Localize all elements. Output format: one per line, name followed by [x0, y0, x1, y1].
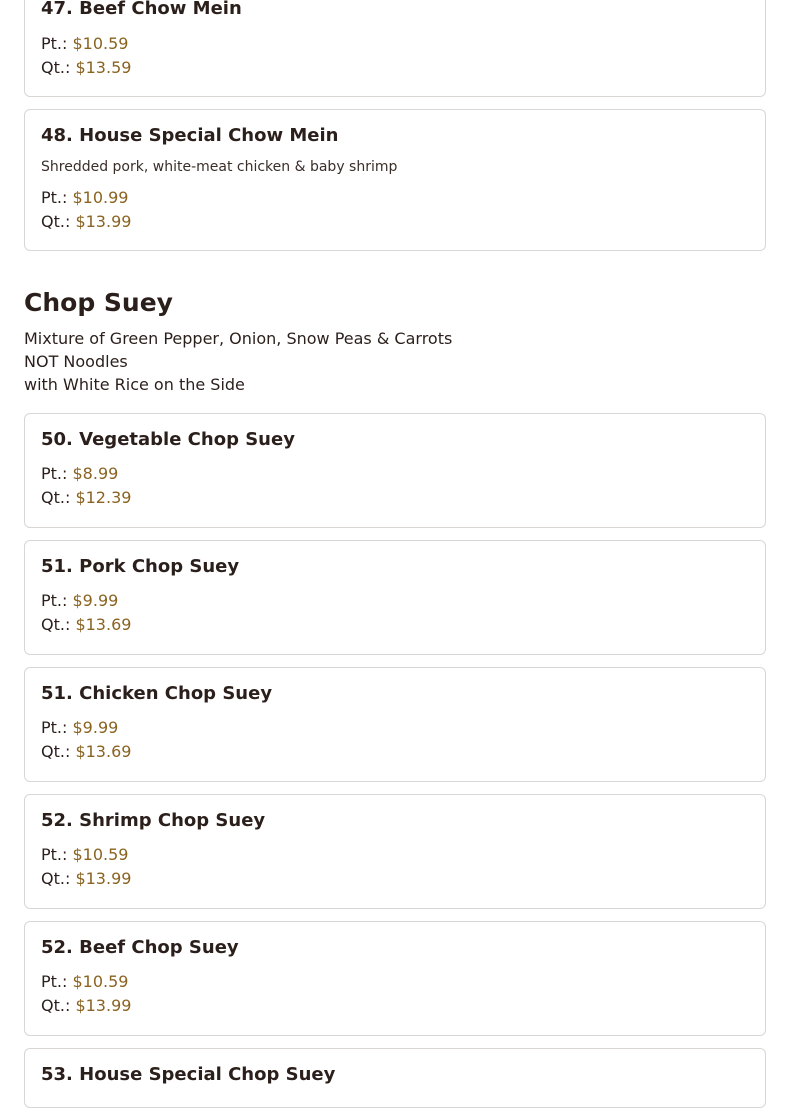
section-title: Chop Suey — [24, 288, 173, 317]
price-value: $8.99 — [72, 464, 119, 483]
price-label: Pt.: — [41, 972, 68, 991]
price-pint — [41, 718, 118, 737]
menu-item-title: 51. Pork Chop Suey — [41, 556, 240, 577]
price-pint — [41, 34, 128, 53]
price-value: $10.59 — [72, 845, 129, 864]
price-value: $13.99 — [75, 212, 132, 231]
price-quart — [41, 488, 131, 507]
price-label: Pt.: — [41, 188, 68, 207]
price-label: Qt.: — [41, 488, 71, 507]
price-label: Qt.: — [41, 212, 71, 231]
menu-item-title: 50. Vegetable Chop Suey — [41, 429, 295, 450]
price-label: Qt.: — [41, 615, 71, 634]
price-value: $10.99 — [72, 188, 129, 207]
menu-item-title: 47. Beef Chow Mein — [41, 0, 242, 19]
price-pint — [41, 972, 128, 991]
price-quart — [41, 615, 131, 634]
menu-item-title: 53. House Special Chop Suey — [41, 1064, 336, 1085]
menu-item-card[interactable] — [24, 921, 766, 1036]
price-label: Qt.: — [41, 869, 71, 888]
price-label: Pt.: — [41, 464, 68, 483]
menu-item-title: 48. House Special Chow Mein — [41, 125, 339, 146]
price-value: $13.69 — [75, 742, 132, 761]
price-label: Pt.: — [41, 591, 68, 610]
price-label: Qt.: — [41, 996, 71, 1015]
price-quart — [41, 996, 131, 1015]
price-label: Pt.: — [41, 34, 68, 53]
price-value: $13.99 — [75, 869, 132, 888]
menu-item-card[interactable] — [24, 0, 766, 97]
price-label: Qt.: — [41, 742, 71, 761]
price-pint — [41, 464, 118, 483]
price-value: $10.59 — [72, 34, 129, 53]
menu-item-card[interactable] — [24, 413, 766, 528]
price-quart — [41, 742, 131, 761]
price-value: $13.59 — [75, 58, 132, 77]
menu-item-title: 52. Beef Chop Suey — [41, 937, 239, 958]
price-value: $13.69 — [75, 615, 132, 634]
price-label: Pt.: — [41, 718, 68, 737]
menu-item-description: Shredded pork, white-meat chicken & baby shrimp — [41, 159, 398, 175]
price-quart — [41, 212, 131, 231]
price-value: $9.99 — [72, 591, 119, 610]
menu-item-card[interactable] — [24, 540, 766, 655]
menu-item-card[interactable] — [24, 667, 766, 782]
price-value: $9.99 — [72, 718, 119, 737]
menu-item-title: 52. Shrimp Chop Suey — [41, 810, 266, 831]
section-description-line: with White Rice on the Side — [24, 375, 245, 394]
price-value: $10.59 — [72, 972, 129, 991]
price-pint — [41, 591, 118, 610]
section-description-line: Mixture of Green Pepper, Onion, Snow Peas & Carrots — [24, 329, 453, 348]
section-description — [24, 327, 452, 396]
menu-item-card[interactable] — [24, 1048, 766, 1108]
menu-item-card[interactable] — [24, 794, 766, 909]
price-value: $12.39 — [75, 488, 132, 507]
menu-item-title: 51. Chicken Chop Suey — [41, 683, 273, 704]
price-pint — [41, 845, 128, 864]
price-value: $13.99 — [75, 996, 132, 1015]
price-label: Pt.: — [41, 845, 68, 864]
price-label: Qt.: — [41, 58, 71, 77]
price-quart — [41, 58, 131, 77]
section-description-line: NOT Noodles — [24, 352, 128, 371]
menu-item-card[interactable] — [24, 109, 766, 251]
price-pint — [41, 188, 128, 207]
price-quart — [41, 869, 131, 888]
